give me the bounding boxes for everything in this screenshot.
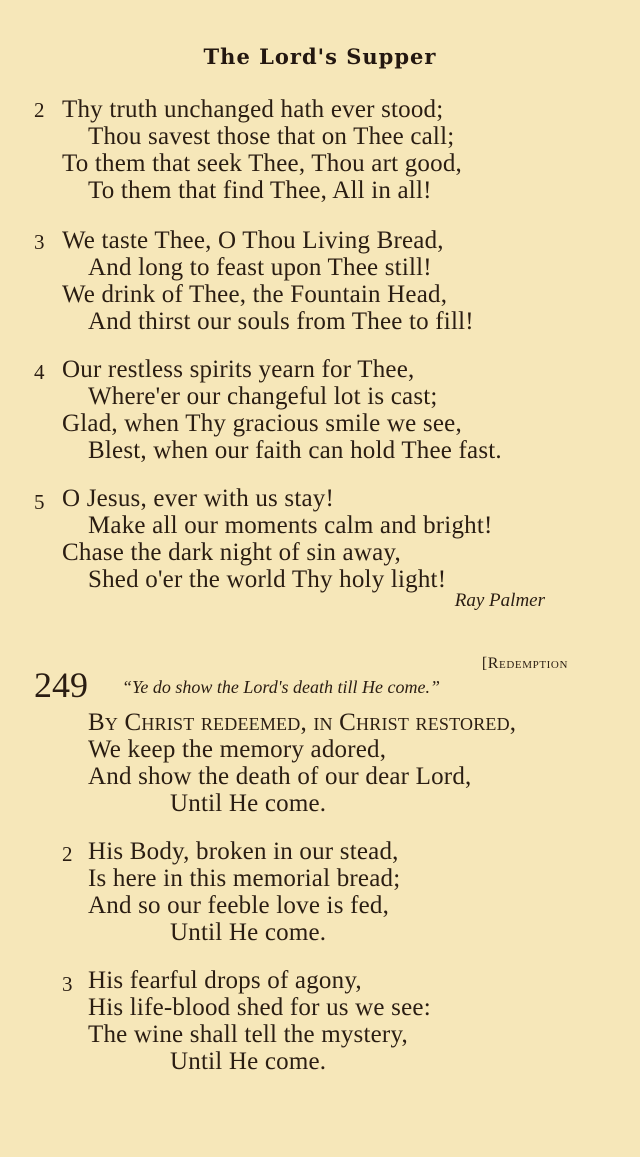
- verse-line: Until He come.: [170, 1048, 327, 1075]
- verse-line: And long to feast upon Thee still!: [88, 254, 432, 281]
- hymn-author: Ray Palmer: [454, 590, 545, 611]
- stanza-number: 5: [34, 490, 45, 514]
- verse-line: To them that find Thee, All in all!: [88, 177, 432, 204]
- verse-line: We taste Thee, O Thou Living Bread,: [62, 227, 444, 254]
- verse-line: To them that seek Thee, Thou art good,: [62, 150, 462, 177]
- stanza-number: 4: [34, 360, 45, 384]
- verse-line: Until He come.: [170, 790, 327, 817]
- verse-line: Chase the dark night of sin away,: [62, 539, 401, 566]
- verse-line: Blest, when our faith can hold Thee fast.: [88, 437, 502, 464]
- tune-name: [Redemption: [481, 655, 568, 672]
- stanza-number: 3: [62, 972, 73, 996]
- verse-line: And show the death of our dear Lord,: [88, 763, 472, 790]
- verse-line: And thirst our souls from Thee to fill!: [88, 308, 474, 335]
- verse-line: Thy truth unchanged hath ever stood;: [62, 96, 444, 123]
- verse-line: We drink of Thee, the Fountain Head,: [62, 281, 448, 308]
- verse-line: His life-blood shed for us we see:: [88, 994, 431, 1021]
- stanza-number: 2: [34, 98, 45, 122]
- verse-line: We keep the memory adored,: [88, 736, 387, 763]
- scripture-motto: “Ye do show the Lord's death till He come.”: [122, 677, 441, 697]
- verse-line: Where'er our changeful lot is cast;: [88, 383, 438, 410]
- verse-line: The wine shall tell the mystery,: [88, 1021, 408, 1048]
- verse-line: Is here in this memorial bread;: [88, 865, 401, 892]
- verse-line: By Christ redeemed, in Christ restored,: [88, 709, 517, 736]
- verse-line: Glad, when Thy gracious smile we see,: [62, 410, 462, 437]
- verse-line: Our restless spirits yearn for Thee,: [62, 356, 415, 383]
- verse-line: O Jesus, ever with us stay!: [62, 485, 335, 512]
- verse-line: Until He come.: [170, 919, 327, 946]
- verse-line: Make all our moments calm and bright!: [88, 512, 493, 539]
- verse-line: His fearful drops of agony,: [88, 967, 362, 994]
- stanza-number: 2: [62, 842, 73, 866]
- verse-line: And so our feeble love is fed,: [88, 892, 390, 919]
- verse-line: His Body, broken in our stead,: [88, 838, 399, 865]
- page-header: The Lord's Supper: [203, 44, 437, 69]
- verse-line: Thou savest those that on Thee call;: [88, 123, 455, 150]
- stanza-number: 3: [34, 230, 45, 254]
- hymn-number: 249: [34, 665, 88, 705]
- verse-line: Shed o'er the world Thy holy light!: [88, 566, 447, 593]
